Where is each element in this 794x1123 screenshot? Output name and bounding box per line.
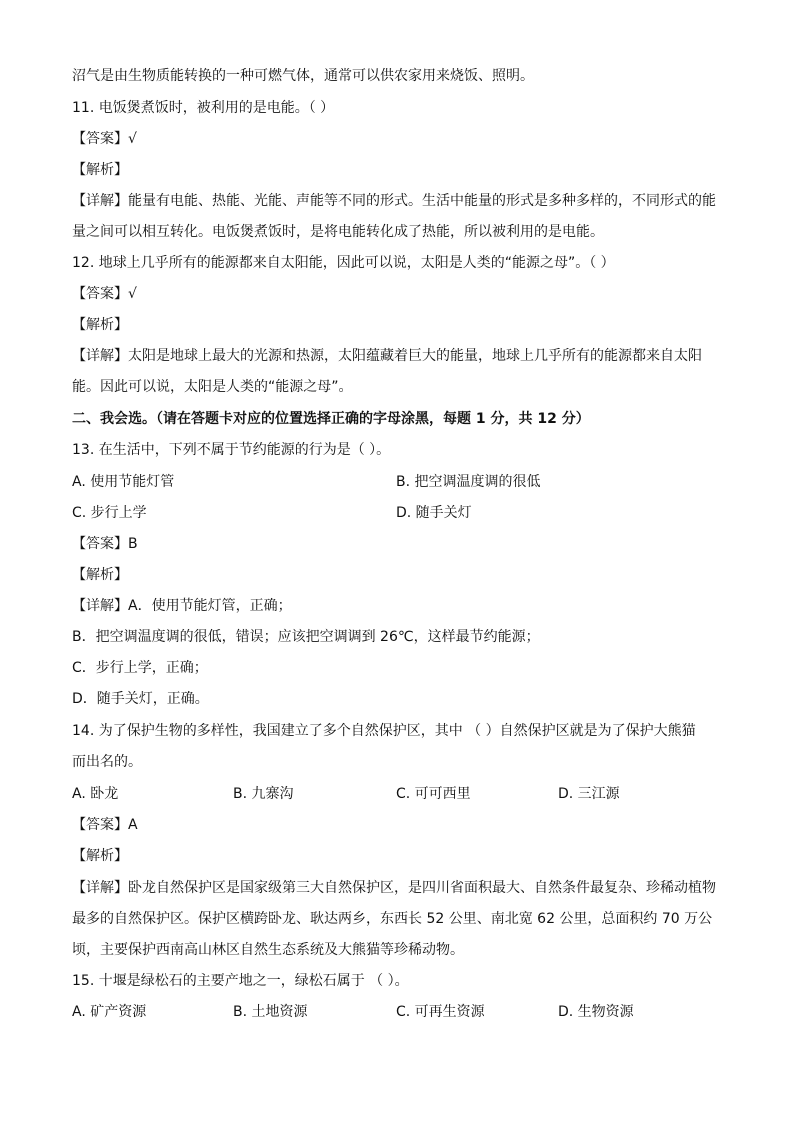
question-14-option-c: C. 可可西里 bbox=[396, 786, 471, 802]
question-14-line-1: 14. 为了保护生物的多样性，我国建立了多个自然保护区，其中 （ ）自然保护区就是为了保护大熊猫 bbox=[72, 723, 696, 739]
answer-12: 【答案】√ bbox=[72, 286, 137, 302]
paragraph-biogas: 沼气是由生物质能转换的一种可燃气体，通常可以供农家用来烧饭、照明。 bbox=[72, 68, 534, 84]
detail-13-line-2: B．把空调温度调的很低，错误；应该把空调调到 26℃，这样最节约能源； bbox=[72, 629, 540, 645]
analysis-label-11: 【解析】 bbox=[72, 162, 128, 178]
question-13-option-c: C. 步行上学 bbox=[72, 505, 147, 521]
question-14-option-b: B. 九寨沟 bbox=[233, 786, 294, 802]
detail-12-line-1: 【详解】太阳是地球上最大的光源和热源，太阳蕴藏着巨大的能量，地球上几乎所有的能源都来自太阳 bbox=[72, 348, 702, 364]
question-13-option-a: A. 使用节能灯管 bbox=[72, 474, 175, 490]
analysis-label-13: 【解析】 bbox=[72, 567, 128, 583]
question-13-option-b: B. 把空调温度调的很低 bbox=[396, 474, 541, 490]
question-14-option-a: A. 卧龙 bbox=[72, 786, 119, 802]
question-15-option-d: D. 生物资源 bbox=[558, 1004, 634, 1020]
detail-12-line-2: 能。因此可以说，太阳是人类的“能源之母”。 bbox=[72, 379, 353, 395]
answer-13: 【答案】B bbox=[72, 536, 138, 552]
question-14-line-2: 而出名的。 bbox=[72, 754, 142, 770]
analysis-label-14: 【解析】 bbox=[72, 848, 128, 864]
detail-11-line-2: 量之间可以相互转化。电饭煲煮饭时，是将电能转化成了热能，所以被利用的是电能。 bbox=[72, 224, 604, 240]
detail-14-line-1: 【详解】卧龙自然保护区是国家级第三大自然保护区，是四川省面积最大、自然条件最复杂、珍稀动植物 bbox=[72, 880, 716, 896]
detail-13-line-4: D．随手关灯，正确。 bbox=[72, 691, 209, 707]
question-11: 11. 电饭煲煮饭时，被利用的是电能。（ ） bbox=[72, 100, 335, 116]
answer-14: 【答案】A bbox=[72, 817, 138, 833]
question-15-option-b: B. 土地资源 bbox=[233, 1004, 308, 1020]
question-13: 13. 在生活中，下列不属于节约能源的行为是（ ）。 bbox=[72, 442, 391, 458]
detail-11-line-1: 【详解】能量有电能、热能、光能、声能等不同的形式。生活中能量的形式是多种多样的，不同形式的能 bbox=[72, 193, 716, 209]
section-2-heading: 二、我会选。（请在答题卡对应的位置选择正确的字母涂黑，每题 1 分，共 12 分） bbox=[72, 411, 590, 427]
detail-14-line-2: 最多的自然保护区。保护区横跨卧龙、耿达两乡，东西长 52 公里、南北宽 62 公里，总面积约 70 万公 bbox=[72, 911, 713, 927]
question-15-option-a: A. 矿产资源 bbox=[72, 1004, 147, 1020]
question-15-option-c: C. 可再生资源 bbox=[396, 1004, 485, 1020]
question-14-option-d: D. 三江源 bbox=[558, 786, 620, 802]
answer-11: 【答案】√ bbox=[72, 131, 137, 147]
detail-14-line-3: 顷，主要保护西南高山林区自然生态系统及大熊猫等珍稀动物。 bbox=[72, 942, 464, 958]
question-15: 15. 十堰是绿松石的主要产地之一，绿松石属于 （ ）。 bbox=[72, 973, 409, 989]
detail-13-line-1: 【详解】A．使用节能灯管，正确； bbox=[72, 598, 292, 614]
question-13-option-d: D. 随手关灯 bbox=[396, 505, 472, 521]
analysis-label-12: 【解析】 bbox=[72, 317, 128, 333]
question-12: 12. 地球上几乎所有的能源都来自太阳能，因此可以说，太阳是人类的“能源之母”。（ ） bbox=[72, 255, 615, 271]
detail-13-line-3: C．步行上学，正确； bbox=[72, 660, 208, 676]
